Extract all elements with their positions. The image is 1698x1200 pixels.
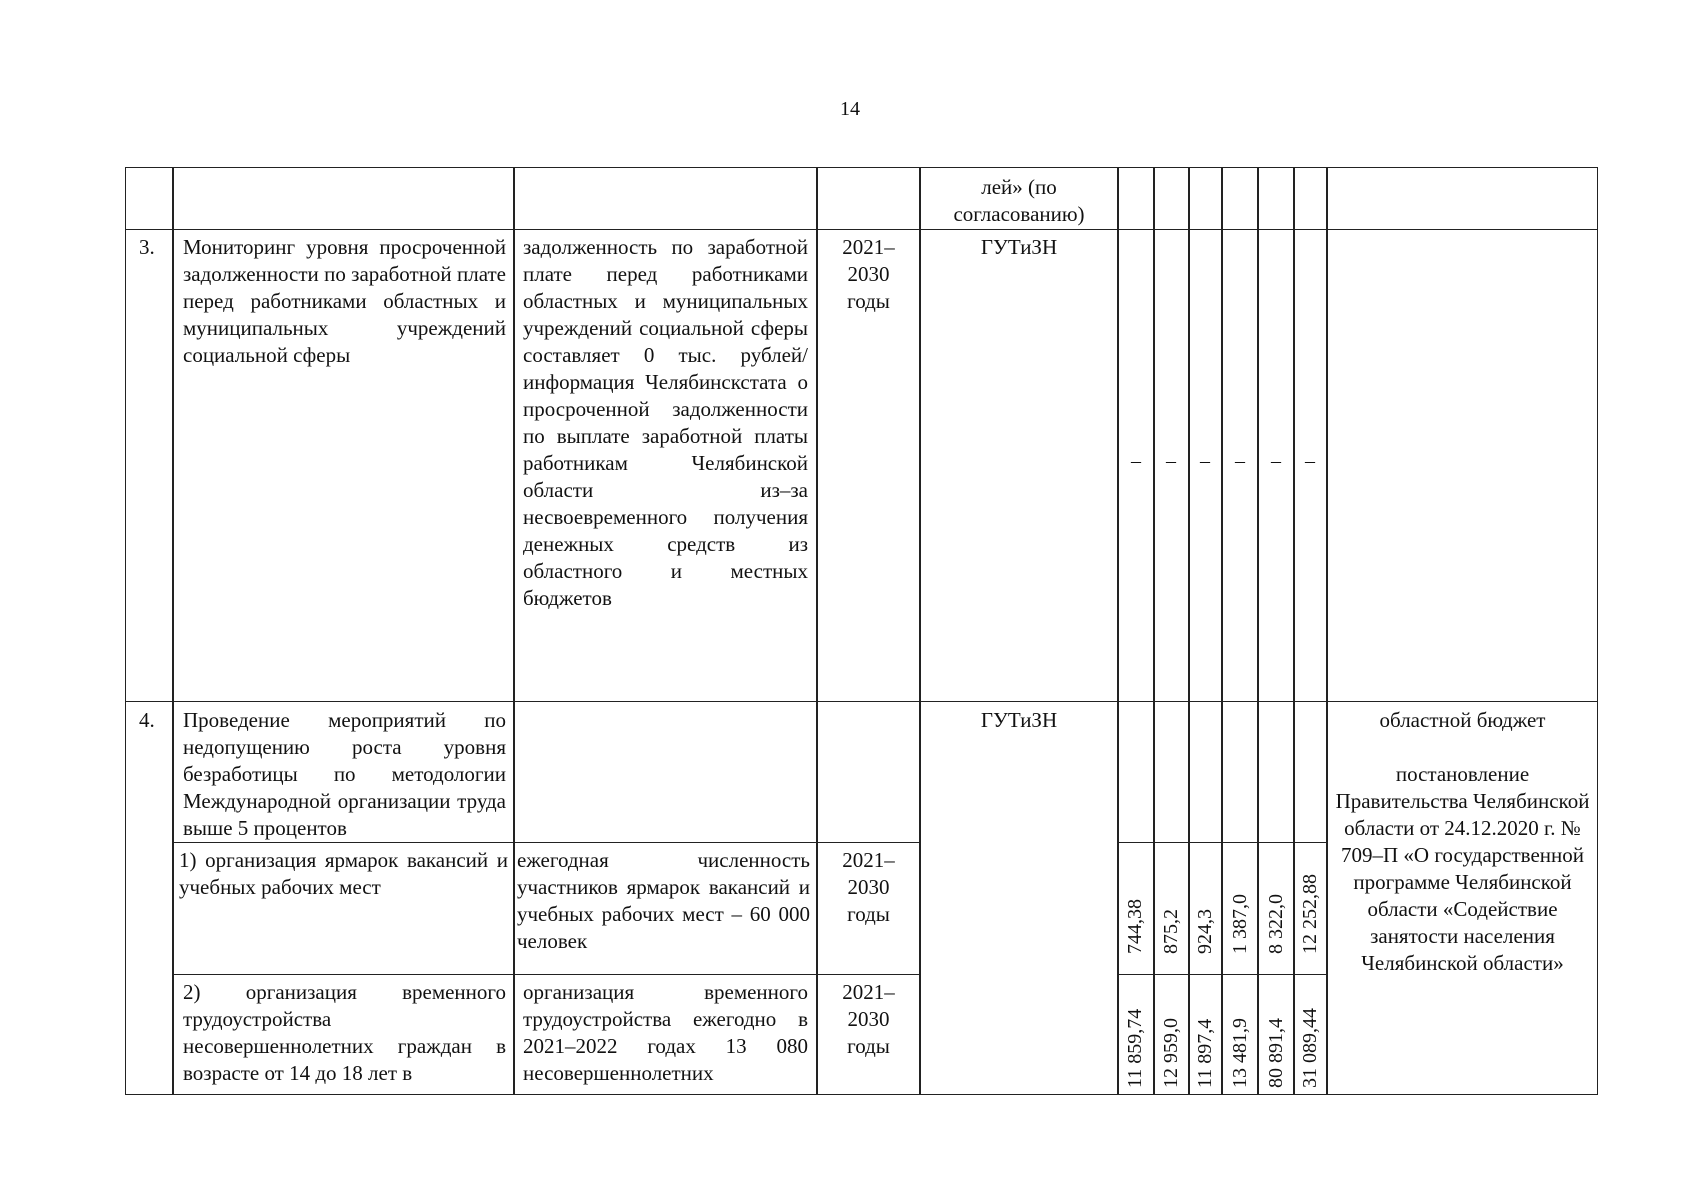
- sub2-name: 2) организация временного трудоустройства несовершеннолетних граждан в возрасте от 14 до 18 лет в: [183, 980, 506, 1085]
- sub1-period: 2021– 2030 годы: [842, 848, 895, 926]
- row3-number: 3.: [139, 235, 155, 259]
- row3-value-6: –: [1305, 450, 1315, 472]
- row3-indicator: задолженность по заработной плате перед работниками областных и муниципальных учреждений социальной сферы составляет 0 тыс. рублей/ информация Челябинскстата о просроченной задолженности по выплате заработной платы работникам Челябинской области из–за несвоевременного получения денежных средств из областного и местных бюджетов: [523, 235, 808, 610]
- cell-r0-source: [1327, 167, 1598, 230]
- row4-number: 4.: [139, 708, 155, 732]
- sub2-value-5: 80 891,4: [1265, 1018, 1287, 1088]
- sub1-value-3: 924,3: [1194, 909, 1216, 954]
- sub2-value-6: 31 089,44: [1299, 1008, 1321, 1088]
- row4-executor: ГУТиЗН: [980, 708, 1058, 732]
- cell-r0-v6: [1294, 167, 1327, 230]
- sub1-value-4: 1 387,0: [1229, 894, 1251, 954]
- cell-r4-period: [817, 701, 920, 843]
- cell-r0-v2: [1154, 167, 1189, 230]
- sub1-value-2: 875,2: [1160, 909, 1182, 954]
- cell-r0-name: [173, 167, 514, 230]
- sub1-value-6: 12 252,88: [1299, 874, 1321, 954]
- cell-r4-indicator: [514, 701, 817, 843]
- page-number: 14: [840, 98, 860, 120]
- row3-value-4: –: [1235, 450, 1245, 472]
- document-table: [125, 167, 1598, 1095]
- row3-value-2: –: [1166, 450, 1176, 472]
- cell-r4-v2: [1154, 701, 1189, 843]
- cell-r4-executor: [920, 701, 1118, 1095]
- row3-value-1: –: [1131, 450, 1141, 472]
- sub1-value-1: 744,38: [1124, 899, 1146, 954]
- row3-name: Мониторинг уровня просроченной задолженности по заработной плате перед работниками областных и муниципальных учреждений социальной сферы: [183, 235, 506, 367]
- cell-r3-num: [125, 229, 173, 702]
- sub1-name: 1) организация ярмарок вакансий и учебных рабочих мест: [179, 848, 508, 899]
- cell-r0-num: [125, 167, 173, 230]
- sub2-value-2: 12 959,0: [1160, 1018, 1182, 1088]
- row4-source-title: областной бюджет: [1379, 708, 1546, 732]
- cell-r4-v5: [1258, 701, 1294, 843]
- cell-r4-v4: [1222, 701, 1258, 843]
- sub2-period: 2021– 2030 годы: [842, 980, 895, 1058]
- cell-r4-v1: [1118, 701, 1154, 843]
- row3-value-3: –: [1200, 450, 1210, 472]
- sub2-value-1: 11 859,74: [1124, 1008, 1146, 1088]
- row4-name: Проведение мероприятий по недопущению роста уровня безработицы по методологии Международной организации труда выше 5 процентов: [183, 708, 506, 840]
- cell-r3-source: [1327, 229, 1598, 702]
- cell-r0-indicator: [514, 167, 817, 230]
- cell-r0-v5: [1258, 167, 1294, 230]
- sub2-value-4: 13 481,9: [1229, 1018, 1251, 1088]
- sub2-value-3: 11 897,4: [1194, 1018, 1216, 1088]
- cell-r3-executor: [920, 229, 1118, 702]
- sub1-value-5: 8 322,0: [1265, 894, 1287, 954]
- sub1-indicator: ежегодная численность участников ярмарок вакансий и учебных рабочих мест – 60 000 человек: [517, 848, 810, 953]
- cell-r4-v3: [1189, 701, 1222, 843]
- sub2-indicator: организация временного трудоустройства ежегодно в 2021–2022 годах 13 080 несовершеннолетних: [523, 980, 808, 1085]
- cell-r0-v1: [1118, 167, 1154, 230]
- row3-value-5: –: [1271, 450, 1281, 472]
- row3-executor: ГУТиЗН: [980, 235, 1058, 259]
- cell-r4-v6: [1294, 701, 1327, 843]
- cell-r0-v3: [1189, 167, 1222, 230]
- cell-r4-num: [125, 701, 173, 1095]
- cell-r0-v4: [1222, 167, 1258, 230]
- continuation-executor-text: лей» (по согласованию): [953, 175, 1085, 226]
- row3-period: 2021– 2030 годы: [842, 235, 895, 313]
- cell-r0-period: [817, 167, 920, 230]
- row4-source-doc: постановление Правительства Челябинской области от 24.12.2020 г. № 709–П «О государственной программе Челябинской области «Содействие занятости населения Челябинской области»: [1335, 762, 1590, 975]
